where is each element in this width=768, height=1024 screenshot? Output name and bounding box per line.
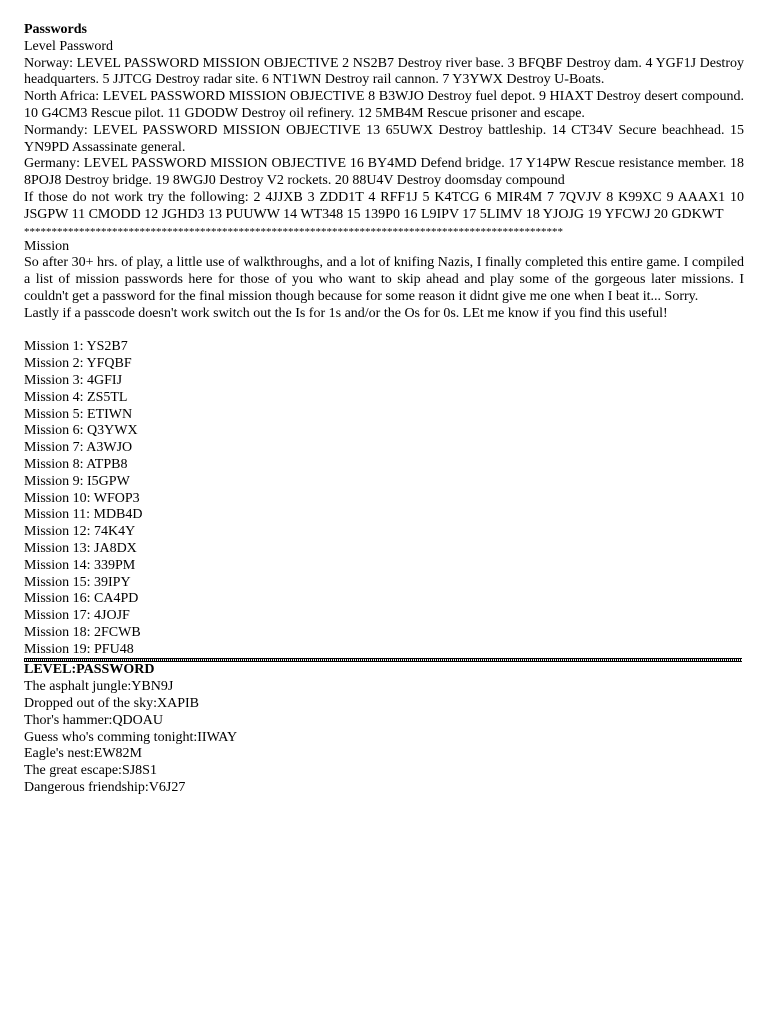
mission-list <box>24 339 744 658</box>
list-item: Mission 15: 39IPY <box>24 574 131 590</box>
list-item: Mission 5: ETIWN <box>24 406 133 422</box>
list-item: Dropped out of the sky:XAPIB <box>24 696 199 712</box>
mission-heading: Mission <box>24 238 70 254</box>
list-item: Mission 7: A3WJO <box>24 440 133 456</box>
region-paragraph-normandy: Normandy: LEVEL PASSWORD MISSION OBJECTIVE 13 65UWX Destroy battleship. 14 CT34V Secure beachhead. 15 YN9PD Assassinate general. <box>24 122 744 155</box>
asterisk-separator: ************************************************************************************************** <box>24 225 563 238</box>
list-item: Mission 10: WFOP3 <box>24 490 140 506</box>
list-item: The great escape:SJ8S1 <box>24 763 157 779</box>
list-item: Guess who's comming tonight:IIWAY <box>24 729 238 745</box>
list-item: Mission 9: I5GPW <box>24 473 130 489</box>
list-item: Eagle's nest:EW82M <box>24 746 142 762</box>
list-item: Thor's hammer:QDOAU <box>24 712 163 728</box>
list-item: Mission 8: ATPB8 <box>24 456 128 472</box>
list-item: Mission 2: YFQBF <box>24 356 132 372</box>
list-item: Mission 11: MDB4D <box>24 507 143 523</box>
alternate-codes-paragraph: If those do not work try the following: 2 4JJXB 3 ZDD1T 4 RFF1J 5 K4TCG 6 MIR4M 7 7QVJV 8 K99XC 9 AAAX1 10 JSGPW 11 CMODD 12 JGHD3 13 PUUWW 14 WT348 15 139P0 16 L9IPV 17 5LIMV 18 YJOJG 19 YFCWJ 20 GDKWT <box>24 189 744 222</box>
list-item: Dangerous friendship:V6J27 <box>24 780 186 796</box>
list-item: Mission 19: PFU48 <box>24 641 134 657</box>
region-paragraph-north-africa: North Africa: LEVEL PASSWORD MISSION OBJECTIVE 8 B3WJO Destroy fuel depot. 9 HIAXT Destroy desert compound. 10 G4CM3 Rescue pilot. 11 GDODW Destroy oil refinery. 12 5MB4M Rescue prisoner and escape. <box>24 89 744 121</box>
region-list <box>24 56 744 224</box>
intro-paragraph: So after 30+ hrs. of play, a little use of walkthroughs, and a lot of knifing Nazis, I finally completed this entire game. I compiled a list of mission passwords here for those of you who want to skip ahead and play some of the gorgeous later missions. I couldn't get a password for the final mission though because for some reason it didnt give me one when I beat it... Sorry. <box>24 255 744 304</box>
list-item: Mission 14: 339PM <box>24 557 136 573</box>
list-item: Mission 16: CA4PD <box>24 591 139 607</box>
list-item: Mission 12: 74K4Y <box>24 524 136 540</box>
list-item: Mission 18: 2FCWB <box>24 624 141 640</box>
region-paragraph-norway: Norway: LEVEL PASSWORD MISSION OBJECTIVE 2 NS2B7 Destroy river base. 3 BFQBF Destroy dam. 4 YGF1J Destroy headquarters. 5 JJTCG Destroy radar site. 6 NT1WN Destroy rail cannon. 7 Y3YWX Destroy U-Boats. <box>24 55 744 88</box>
level-list <box>24 679 744 797</box>
list-item: Mission 13: JA8DX <box>24 540 137 556</box>
page-title: Passwords <box>24 22 88 37</box>
header-line: Level Password <box>24 38 114 54</box>
list-item: The asphalt jungle:YBN9J <box>24 679 174 695</box>
list-item: Mission 6: Q3YWX <box>24 423 138 439</box>
list-item: Mission 4: ZS5TL <box>24 389 128 405</box>
region-paragraph-germany: Germany: LEVEL PASSWORD MISSION OBJECTIVE 16 BY4MD Defend bridge. 17 Y14PW Rescue resistance member. 18 8POJ8 Destroy bridge. 19 8WGJ0 Destroy V2 rockets. 20 88U4V Destroy doomsday compound <box>24 156 744 189</box>
blank-line <box>24 323 744 340</box>
level-password-heading: LEVEL:PASSWORD <box>24 662 155 678</box>
list-item: Mission 1: YS2B7 <box>24 339 128 355</box>
tip-paragraph: Lastly if a passcode doesn't work switch out the Is for 1s and/or the Os for 0s. LEt me know if you find this useful! <box>24 305 668 321</box>
list-item: Mission 3: 4GFIJ <box>24 372 123 388</box>
list-item: Mission 17: 4JOJF <box>24 608 130 624</box>
